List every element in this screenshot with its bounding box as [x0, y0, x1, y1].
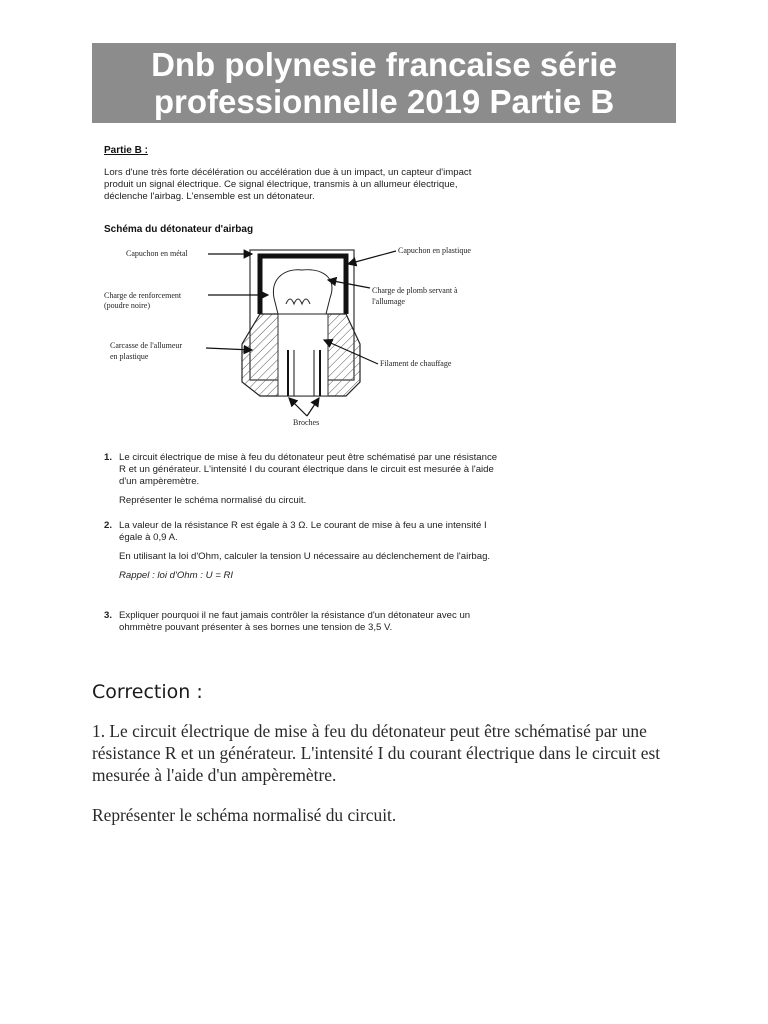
svg-text:(poudre noire): (poudre noire): [104, 301, 150, 310]
title-line-1: Dnb polynesie francaise série: [151, 46, 617, 83]
primer-charge: [273, 270, 332, 314]
question-text: Expliquer pourquoi il ne faut jamais contrôler la résistance d'un détonateur avec un ohmmètre pouvant présenter à ses bornes une tension de 3,5 V.: [119, 610, 471, 633]
label-broches: [289, 398, 319, 427]
page-title: [92, 43, 676, 123]
intro-paragraph: Lors d'une très forte décélération ou accélération due à un impact, un capteur d'impact produit un signal électrique. Ce signal électrique, transmis à un allumeur électrique, déclenche l'airbag. L'ensemble est un détonateur.: [104, 167, 472, 202]
svg-text:en plastique: en plastique: [110, 352, 149, 361]
svg-text:Filament de chauffage: Filament de chauffage: [380, 359, 452, 368]
svg-text:Charge de plomb servant à: Charge de plomb servant à: [372, 286, 458, 295]
label-capuchon-plastique: [348, 246, 471, 264]
question-text: La valeur de la résistance R est égale à 3 Ω. Le courant de mise à feu a une intensité I égale à 0,9 A.: [119, 520, 487, 543]
question-instruction: Représenter le schéma normalisé du circuit.: [119, 495, 307, 506]
question-number: 2.: [104, 520, 113, 531]
svg-text:Charge de renforcement: Charge de renforcement: [104, 291, 182, 300]
correction-paragraph-1: 1. Le circuit électrique de mise à feu du détonateur peut être schématisé par une résistance R et un générateur. L'intensité I du courant électrique dans le circuit est mesurée à l'aide d'un ampèremètre.: [92, 721, 661, 785]
svg-text:Capuchon en plastique: Capuchon en plastique: [398, 246, 471, 255]
svg-text:Carcasse de l'allumeur: Carcasse de l'allumeur: [110, 341, 183, 350]
question-2: [104, 520, 499, 589]
label-capuchon-metal: [126, 249, 252, 258]
question-number: 1.: [104, 452, 113, 463]
question-3: [104, 610, 499, 641]
question-number: 3.: [104, 610, 113, 621]
plastic-body: [242, 314, 360, 396]
schema-title: Schéma du détonateur d'airbag: [104, 224, 254, 235]
correction-paragraph-2: Représenter le schéma normalisé du circuit.: [92, 805, 397, 825]
question-1: [104, 452, 499, 514]
label-charge-renforcement: [104, 291, 268, 310]
svg-text:Broches: Broches: [293, 418, 320, 427]
question-text: Le circuit électrique de mise à feu du détonateur peut être schématisé par une résistance R et un générateur. L'intensité I du courant électrique dans le circuit est mesurée à l'aide d'un ampèremètre.: [119, 452, 498, 487]
detonator-diagram: [102, 238, 502, 433]
question-reminder: Rappel : loi d'Ohm : U = RI: [119, 570, 234, 581]
section-heading: Partie B :: [104, 145, 148, 156]
question-instruction: En utilisant la loi d'Ohm, calculer la tension U nécessaire au déclenchement de l'airbag.: [119, 551, 491, 562]
svg-text:l'allumage: l'allumage: [372, 297, 405, 306]
title-line-2: professionnelle 2019 Partie B: [153, 83, 615, 120]
svg-text:Capuchon en métal: Capuchon en métal: [126, 249, 188, 258]
label-carcasse: [110, 341, 252, 361]
correction-heading: Correction :: [92, 681, 203, 703]
